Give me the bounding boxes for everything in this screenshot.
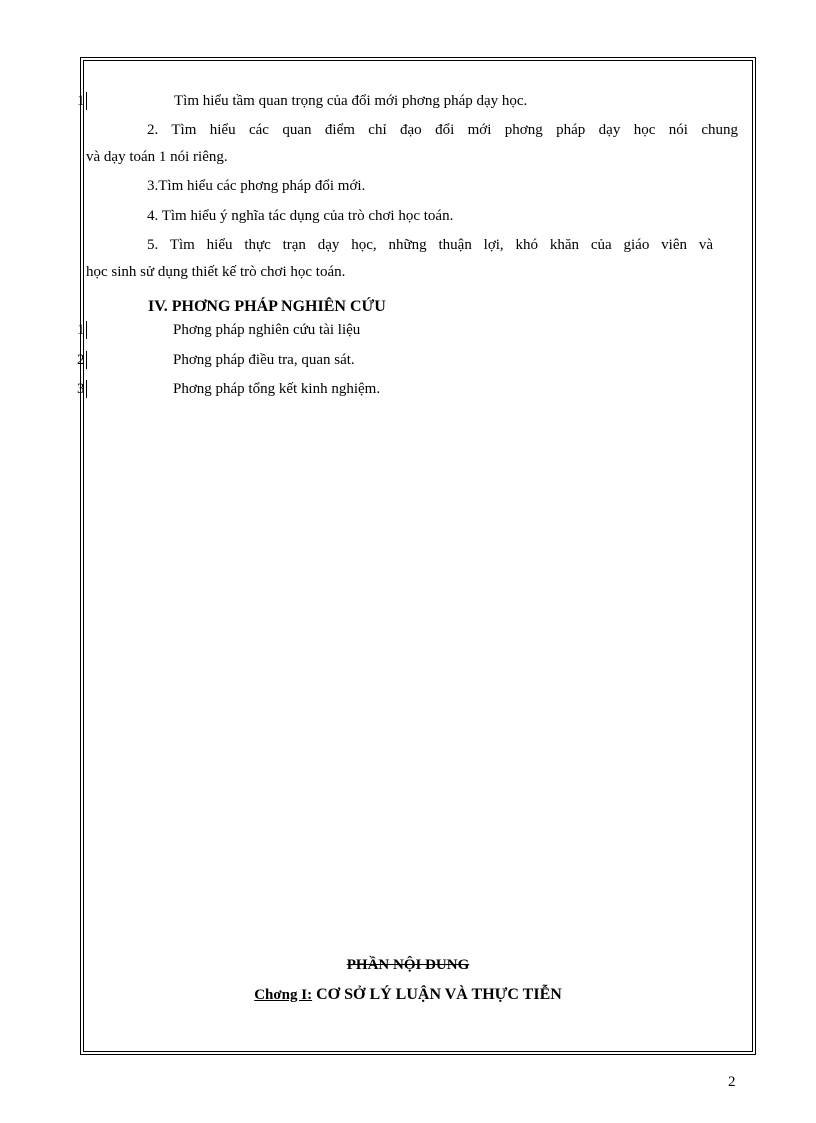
task-5-line-1: 5. Tìm hiểu thực trạn dạy học, những thuận lợi, khó khăn của giáo viên và [147, 237, 713, 253]
chapter-label: Chơng I: [254, 987, 313, 1003]
method-1-text: Phơng pháp nghiên cứu tài liệu [173, 322, 361, 338]
task-4-text: 4. Tìm hiểu ý nghĩa tác dụng của trò chơi học toán. [147, 208, 454, 224]
chapter-heading [0, 985, 816, 1005]
task-2-line-2: và dạy toán 1 nói riêng. [86, 149, 228, 165]
list-number: 3 [77, 381, 85, 397]
task-2-line-1: 2. Tìm hiểu các quan điểm chỉ đạo đổi mới phơng pháp dạy học nói chung [147, 122, 738, 138]
list-number: 1 [77, 322, 85, 338]
list-marker [86, 351, 87, 369]
list-marker [86, 92, 87, 110]
chapter-title: CƠ SỞ LÝ LUẬN VÀ THỰC TIỄN [312, 986, 562, 1003]
list-marker [86, 321, 87, 339]
task-5-line-2: học sinh sử dụng thiết kế trò chơi học toán. [86, 264, 346, 280]
page-number: 2 [728, 1074, 736, 1090]
section-heading: IV. PHƠNG PHÁP NGHIÊN CỨU [148, 298, 386, 315]
method-3-text: Phơng pháp tổng kết kinh nghiệm. [173, 381, 381, 397]
list-number: 1 [77, 93, 85, 109]
task-3-text: 3.Tìm hiểu các phơng pháp đổi mới. [147, 178, 366, 194]
list-marker [86, 380, 87, 398]
task-1-text: Tìm hiểu tầm quan trọng của đổi mới phơng pháp dạy học. [174, 93, 528, 109]
method-2-text: Phơng pháp điều tra, quan sát. [173, 352, 355, 368]
part-title: PHẦN NỘI DUNG [346, 957, 470, 973]
list-number: 2 [77, 352, 85, 368]
